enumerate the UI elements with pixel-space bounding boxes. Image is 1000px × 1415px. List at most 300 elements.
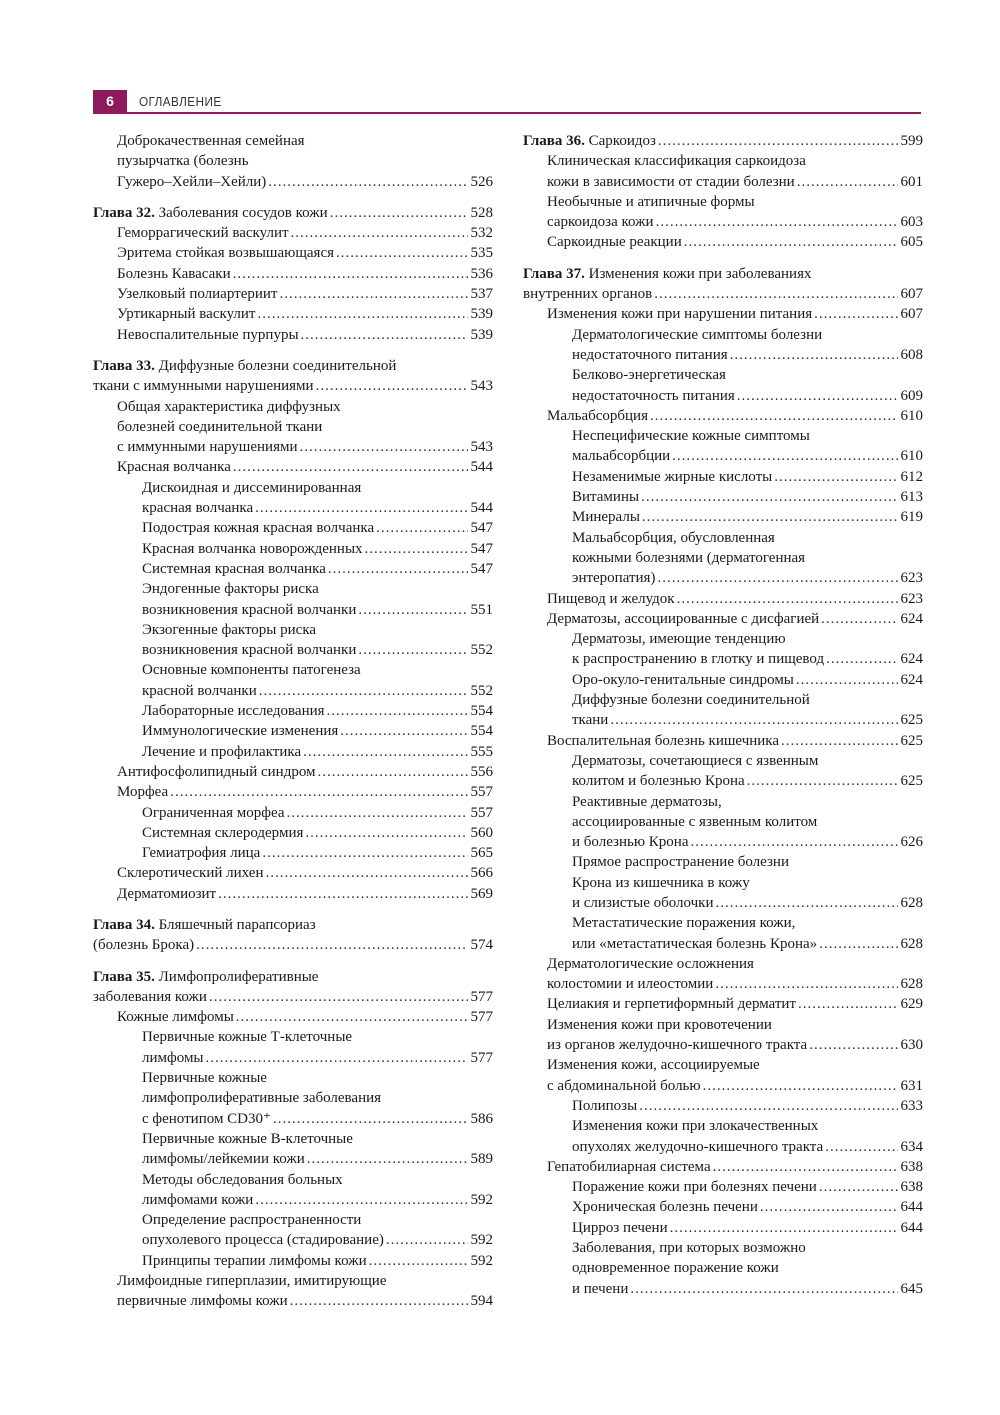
page-ref: 634 — [900, 1138, 923, 1155]
toc-entry — [523, 325, 923, 345]
page-ref: 539 — [470, 306, 493, 323]
toc-entry-text — [572, 325, 822, 345]
toc-entry-text — [93, 987, 207, 1007]
toc-entry-text — [142, 1109, 271, 1129]
toc-entry-text — [523, 284, 652, 304]
toc-entry — [523, 670, 923, 690]
toc-entry-text — [142, 843, 260, 863]
toc-entry-text — [547, 1035, 807, 1055]
toc-entry-text — [572, 792, 722, 812]
toc-entry-text — [547, 1055, 760, 1075]
page-ref: 629 — [900, 996, 923, 1013]
dot-leader — [327, 701, 468, 721]
toc-entry — [523, 832, 923, 852]
toc-entry-text — [117, 131, 305, 151]
entry-title: опухолевого процесса (стадирование) — [142, 1232, 384, 1249]
dot-leader — [639, 1096, 897, 1116]
dot-leader — [265, 863, 467, 883]
page-ref: 554 — [470, 703, 493, 720]
page-ref: 633 — [900, 1097, 923, 1114]
toc-entry-text — [142, 1210, 361, 1230]
entry-title: Первичные кожные — [142, 1070, 267, 1087]
toc-entry — [523, 812, 923, 832]
page-ref: 623 — [900, 570, 923, 587]
page-ref: 592 — [470, 1191, 493, 1208]
toc-entry-text — [142, 498, 253, 518]
entry-title: Эндогенные факторы риска — [142, 581, 319, 598]
toc-entry — [93, 660, 493, 680]
toc-entry — [523, 232, 923, 252]
page-ref: 557 — [470, 784, 493, 801]
page-ref: 613 — [900, 489, 923, 506]
toc-entry — [93, 498, 493, 518]
toc-entry-text — [547, 192, 755, 212]
toc-entry-text — [572, 1279, 628, 1299]
toc-entry-text — [117, 172, 266, 192]
toc-entry-text — [117, 151, 249, 171]
entry-title: Морфеа — [117, 784, 169, 801]
toc-entry — [93, 701, 493, 721]
toc-entry-text — [117, 397, 341, 417]
toc-entry — [523, 771, 923, 791]
toc-entry-text — [142, 1068, 267, 1088]
toc-entry-text — [142, 660, 361, 680]
entry-title: Подострая кожная красная волчанка — [142, 520, 375, 537]
toc-entry — [93, 762, 493, 782]
dot-leader — [610, 710, 897, 730]
entry-title: Мальабсорбция — [547, 407, 648, 424]
page-ref: 554 — [470, 723, 493, 740]
entry-title: внутренних органов — [523, 286, 653, 303]
dot-leader — [336, 243, 468, 263]
toc-entry-text — [547, 172, 795, 192]
entry-title: возникновения красной волчанки — [142, 642, 357, 659]
page-ref: 610 — [900, 407, 923, 424]
dot-leader — [797, 172, 898, 192]
toc-entry — [523, 1137, 923, 1157]
dot-leader — [303, 742, 467, 762]
toc-entry-text — [142, 1129, 353, 1149]
toc-entry-text — [572, 710, 608, 730]
dot-leader — [307, 1149, 468, 1169]
entry-title: Доброкачественная семейная — [117, 133, 305, 149]
entry-title: Дерматологические симптомы болезни — [572, 326, 823, 343]
entry-title: Мальабсорбция, обусловленная — [572, 529, 775, 546]
toc-entry-text — [547, 974, 713, 994]
toc-entry — [523, 446, 923, 466]
page-ref: 569 — [470, 885, 493, 902]
page-ref: 565 — [470, 845, 493, 862]
dot-leader — [658, 131, 898, 151]
page-ref: 544 — [470, 459, 493, 476]
toc-entry — [523, 151, 923, 171]
toc-entry-text — [572, 1258, 779, 1278]
page-ref: 612 — [900, 468, 923, 485]
dot-leader — [760, 1197, 898, 1217]
entry-title: Первичные кожные В-клеточные — [142, 1130, 353, 1147]
entry-title: Лимфоидные гиперплазии, имитирующие — [117, 1273, 387, 1290]
dot-leader — [196, 935, 467, 955]
toc-entry — [523, 365, 923, 385]
toc-entry — [93, 600, 493, 620]
entry-title: Лабораторные исследования — [142, 703, 325, 720]
toc-entry-text — [117, 457, 231, 477]
page-ref: 644 — [900, 1219, 923, 1236]
entry-title: лимфопролиферативные заболевания — [142, 1090, 382, 1107]
page-ref: 624 — [900, 610, 923, 627]
toc-entry — [93, 1170, 493, 1190]
toc-entry-text — [142, 1048, 204, 1068]
dot-leader — [821, 609, 897, 629]
toc-entry-text — [547, 1076, 701, 1096]
toc-entry-text — [93, 967, 318, 987]
toc-entry-text — [117, 1271, 386, 1291]
toc-entry-text — [523, 264, 811, 284]
page-ref: 638 — [900, 1179, 923, 1196]
dot-leader — [814, 304, 897, 324]
toc-entry-text — [142, 681, 257, 701]
toc-entry — [93, 782, 493, 802]
page-ref: 547 — [470, 540, 493, 557]
entry-title: красной волчанки — [142, 682, 257, 699]
page-ref: 631 — [900, 1077, 923, 1094]
chapter-label: Глава 35. — [93, 968, 155, 985]
toc-entry-text — [142, 1251, 367, 1271]
toc-entry — [523, 284, 923, 304]
entry-title: Витамины — [572, 489, 640, 506]
entry-title: Изменения кожи, ассоциируемые — [547, 1057, 760, 1074]
page-ref: 607 — [900, 286, 923, 303]
toc-entry-text — [523, 131, 656, 151]
dot-leader — [781, 731, 897, 751]
entry-title: Лимфопролиферативные — [158, 968, 319, 985]
entry-title: ткани — [572, 712, 609, 729]
toc-entry — [93, 1068, 493, 1088]
page-ref: 628 — [900, 976, 923, 993]
dot-leader — [273, 1109, 468, 1129]
toc-entry-text — [572, 934, 817, 954]
page-ref: 610 — [900, 448, 923, 465]
toc-entry — [93, 559, 493, 579]
toc-entry-text — [572, 1218, 668, 1238]
toc-entry-text — [547, 212, 654, 232]
toc-entry — [93, 1129, 493, 1149]
toc-entry-text — [142, 559, 326, 579]
dot-leader — [218, 884, 467, 904]
toc-entry — [93, 640, 493, 660]
toc-entry — [523, 406, 923, 426]
toc-entry-text — [572, 1238, 806, 1258]
toc-entry — [93, 1190, 493, 1210]
running-header — [93, 90, 921, 114]
entry-title: Воспалительная болезнь кишечника — [547, 732, 780, 749]
entry-title: колостомии и илеостомии — [547, 976, 714, 993]
toc-entry — [523, 913, 923, 933]
toc-entry-text — [572, 446, 670, 466]
entry-title: мальабсорбции — [572, 448, 671, 465]
entry-title: Пищевод и желудок — [547, 590, 675, 607]
toc-entry-text — [547, 232, 682, 252]
page-number: 6 — [93, 90, 127, 112]
toc-entry-text — [142, 620, 316, 640]
dot-leader — [819, 934, 897, 954]
entry-title: первичные лимфомы кожи — [117, 1293, 288, 1310]
page-ref: 625 — [900, 732, 923, 749]
toc-entry-text — [547, 731, 779, 751]
toc-entry — [523, 1035, 923, 1055]
toc-entry — [523, 690, 923, 710]
dot-leader — [656, 212, 898, 232]
toc-entry-text — [142, 1230, 384, 1250]
toc-entry-text — [547, 609, 819, 629]
toc-entry — [93, 1230, 493, 1250]
page-ref: 528 — [470, 204, 493, 221]
dot-leader — [255, 498, 467, 518]
toc-entry-text — [117, 264, 231, 284]
toc-entry — [93, 1027, 493, 1047]
toc-entry-text — [93, 915, 316, 935]
entry-title: с абдоминальной болью — [547, 1077, 701, 1094]
page-ref: 644 — [900, 1199, 923, 1216]
dot-leader — [809, 1035, 897, 1055]
toc-entry — [523, 1116, 923, 1136]
entry-title: недостаточность питания — [572, 387, 735, 404]
entry-title: Необычные и атипичные формы — [547, 193, 755, 210]
entry-title: Болезнь Кавасаки — [117, 265, 231, 282]
toc-entry — [93, 803, 493, 823]
dot-leader — [737, 386, 898, 406]
entry-title: Оро-окуло-генитальные синдромы — [572, 671, 794, 688]
toc-entry — [523, 974, 923, 994]
page-ref: 599 — [900, 133, 923, 149]
toc-entry — [523, 1096, 923, 1116]
dot-leader — [798, 994, 897, 1014]
dot-leader — [642, 507, 898, 527]
entry-title: из органов желудочно-кишечного тракта — [547, 1037, 808, 1054]
entry-title: и печени — [572, 1280, 629, 1297]
entry-title: Системная склеродермия — [142, 824, 304, 841]
page-ref: 557 — [470, 804, 493, 821]
page-ref: 577 — [470, 1049, 493, 1066]
entry-title: Изменения кожи при кровотечении — [547, 1016, 772, 1033]
toc-entry — [93, 579, 493, 599]
toc-entry-text — [117, 284, 277, 304]
toc-entry-text — [93, 203, 328, 223]
page-ref: 605 — [900, 234, 923, 251]
toc-entry — [93, 742, 493, 762]
toc-entry — [523, 507, 923, 527]
toc-entry — [523, 589, 923, 609]
entry-title: Полипозы — [572, 1097, 638, 1114]
dot-leader — [340, 721, 467, 741]
toc-chapter-entry — [523, 264, 923, 284]
toc-entry-text — [93, 935, 194, 955]
page-ref: 625 — [900, 712, 923, 729]
entry-title: Системная красная волчанка — [142, 560, 326, 577]
toc-entry-text — [93, 356, 396, 376]
toc-entry-text — [547, 954, 754, 974]
entry-title: Прямое распространение болезни — [572, 854, 789, 871]
toc-entry — [93, 304, 493, 324]
entry-title: с фенотипом CD30⁺ — [142, 1110, 271, 1127]
toc-entry — [93, 935, 493, 955]
toc-entry — [523, 487, 923, 507]
toc-entry-text — [142, 701, 325, 721]
toc-entry-text — [547, 1157, 711, 1177]
dot-leader — [279, 284, 467, 304]
entry-title: Изменения кожи при злокачественных — [572, 1118, 819, 1135]
toc-entry-text — [572, 893, 714, 913]
toc-entry-text — [572, 528, 775, 548]
entry-title: лимфомы — [142, 1049, 204, 1066]
entry-title: Заболевания сосудов кожи — [158, 204, 328, 221]
dot-leader — [650, 406, 898, 426]
page-ref: 630 — [900, 1037, 923, 1054]
entry-title: Экзогенные факторы риска — [142, 621, 317, 638]
entry-title: Гепатобилиарная система — [547, 1158, 711, 1175]
toc-entry — [523, 792, 923, 812]
toc-entry — [523, 751, 923, 771]
entry-title: Заболевания, при которых возможно — [572, 1240, 806, 1257]
page-ref: 560 — [470, 824, 493, 841]
toc-entry — [93, 863, 493, 883]
dot-leader — [316, 376, 468, 396]
toc-entry — [93, 417, 493, 437]
page-ref: 625 — [900, 773, 923, 790]
toc-entry — [523, 528, 923, 548]
page-ref: 539 — [470, 326, 493, 343]
entry-title: Гемиатрофия лица — [142, 845, 261, 862]
toc-entry — [523, 649, 923, 669]
entry-title: Склеротический лихен — [117, 865, 264, 882]
toc-chapter-entry — [93, 203, 493, 223]
running-header-title: ОГЛАВЛЕНИЕ — [139, 94, 222, 109]
toc-entry-text — [547, 406, 648, 426]
dot-leader — [713, 1157, 898, 1177]
entry-title: Ограниченная морфеа — [142, 804, 285, 821]
page-ref: 535 — [470, 245, 493, 262]
entry-title: заболевания кожи — [93, 988, 207, 1005]
toc-entry — [523, 304, 923, 324]
dot-leader — [328, 559, 468, 579]
toc-entry-text — [117, 243, 334, 263]
page-ref: 532 — [470, 225, 493, 242]
toc-entry-text — [572, 487, 639, 507]
toc-entry — [523, 731, 923, 751]
page-ref: 547 — [470, 560, 493, 577]
toc-entry-text — [142, 1027, 352, 1047]
toc-entry — [93, 397, 493, 417]
dot-leader — [301, 325, 468, 345]
toc-entry-text — [572, 568, 655, 588]
entry-title: Белково-энергетическая — [572, 367, 726, 384]
entry-title: опухолях желудочно-кишечного тракта — [572, 1138, 824, 1155]
entry-title: Минералы — [572, 509, 640, 526]
toc-entry — [523, 467, 923, 487]
entry-title: Хроническая болезнь печени — [572, 1199, 758, 1216]
toc-entry — [523, 426, 923, 446]
toc-entry-text — [572, 812, 817, 832]
dot-leader — [672, 446, 897, 466]
page-ref: 603 — [900, 214, 923, 231]
entry-title: Методы обследования больных — [142, 1171, 343, 1188]
toc-entry — [523, 609, 923, 629]
toc-entry-text — [572, 467, 772, 487]
toc-entry-text — [117, 762, 316, 782]
dot-leader — [730, 345, 898, 365]
toc-entry — [523, 710, 923, 730]
entry-title: кожи в зависимости от стадии болезни — [547, 173, 795, 190]
toc-entry — [93, 987, 493, 1007]
toc-entry — [93, 1007, 493, 1027]
dot-leader — [386, 1230, 468, 1250]
toc-entry — [93, 539, 493, 559]
dot-leader — [716, 893, 898, 913]
entry-title: возникновения красной волчанки — [142, 601, 357, 618]
toc-entry — [93, 223, 493, 243]
entry-title: Определение распространенности — [142, 1212, 362, 1229]
toc-entry-text — [117, 1291, 288, 1311]
dot-leader — [690, 832, 897, 852]
entry-title: одновременное поражение кожи — [572, 1260, 779, 1277]
toc-entry-text — [572, 629, 786, 649]
toc-right-column — [523, 131, 923, 1299]
page-ref: 628 — [900, 935, 923, 952]
page-ref: 536 — [470, 265, 493, 282]
page-ref: 624 — [900, 651, 923, 668]
toc-entry — [93, 1251, 493, 1271]
dot-leader — [369, 1251, 468, 1271]
toc-entry — [93, 437, 493, 457]
toc-entry-text — [547, 994, 796, 1014]
toc-entry-text — [142, 1170, 343, 1190]
entry-title: Эритема стойкая возвышающаяся — [117, 245, 334, 262]
toc-entry-text — [572, 873, 750, 893]
toc-entry-text — [142, 518, 374, 538]
dot-leader — [330, 203, 468, 223]
entry-title: Дерматозы, ассоциированные с дисфагией — [547, 610, 820, 627]
dot-leader — [641, 487, 897, 507]
toc-entry — [93, 151, 493, 171]
toc-entry — [93, 457, 493, 477]
toc-chapter-entry — [93, 915, 493, 935]
toc-entry-text — [572, 1116, 818, 1136]
toc-left-column — [93, 131, 493, 1312]
toc-entry-text — [142, 600, 356, 620]
entry-title: Невоспалительные пурпуры — [117, 326, 299, 343]
entry-title: Незаменимые жирные кислоты — [572, 468, 773, 485]
dot-leader — [747, 771, 898, 791]
page-ref: 551 — [470, 601, 493, 618]
entry-title: ткани с иммунными нарушениями — [93, 378, 314, 395]
page-ref: 552 — [470, 682, 493, 699]
entry-title: недостаточного питания — [572, 346, 728, 363]
toc-entry — [93, 681, 493, 701]
entry-title: лимфомами кожи — [142, 1191, 254, 1208]
dot-leader — [703, 1076, 898, 1096]
toc-entry-text — [572, 507, 640, 527]
toc-entry — [93, 518, 493, 538]
toc-entry-text — [572, 1096, 637, 1116]
entry-title: Принципы терапии лимфомы кожи — [142, 1252, 367, 1269]
entry-title: Общая характеристика диффузных — [117, 398, 341, 415]
dot-leader — [236, 1007, 468, 1027]
page-ref: 566 — [470, 865, 493, 882]
page-ref: 623 — [900, 590, 923, 607]
toc-entry-text — [142, 478, 361, 498]
toc-chapter-entry — [93, 356, 493, 376]
entry-title: Диффузные болезни соединительной — [572, 692, 810, 709]
